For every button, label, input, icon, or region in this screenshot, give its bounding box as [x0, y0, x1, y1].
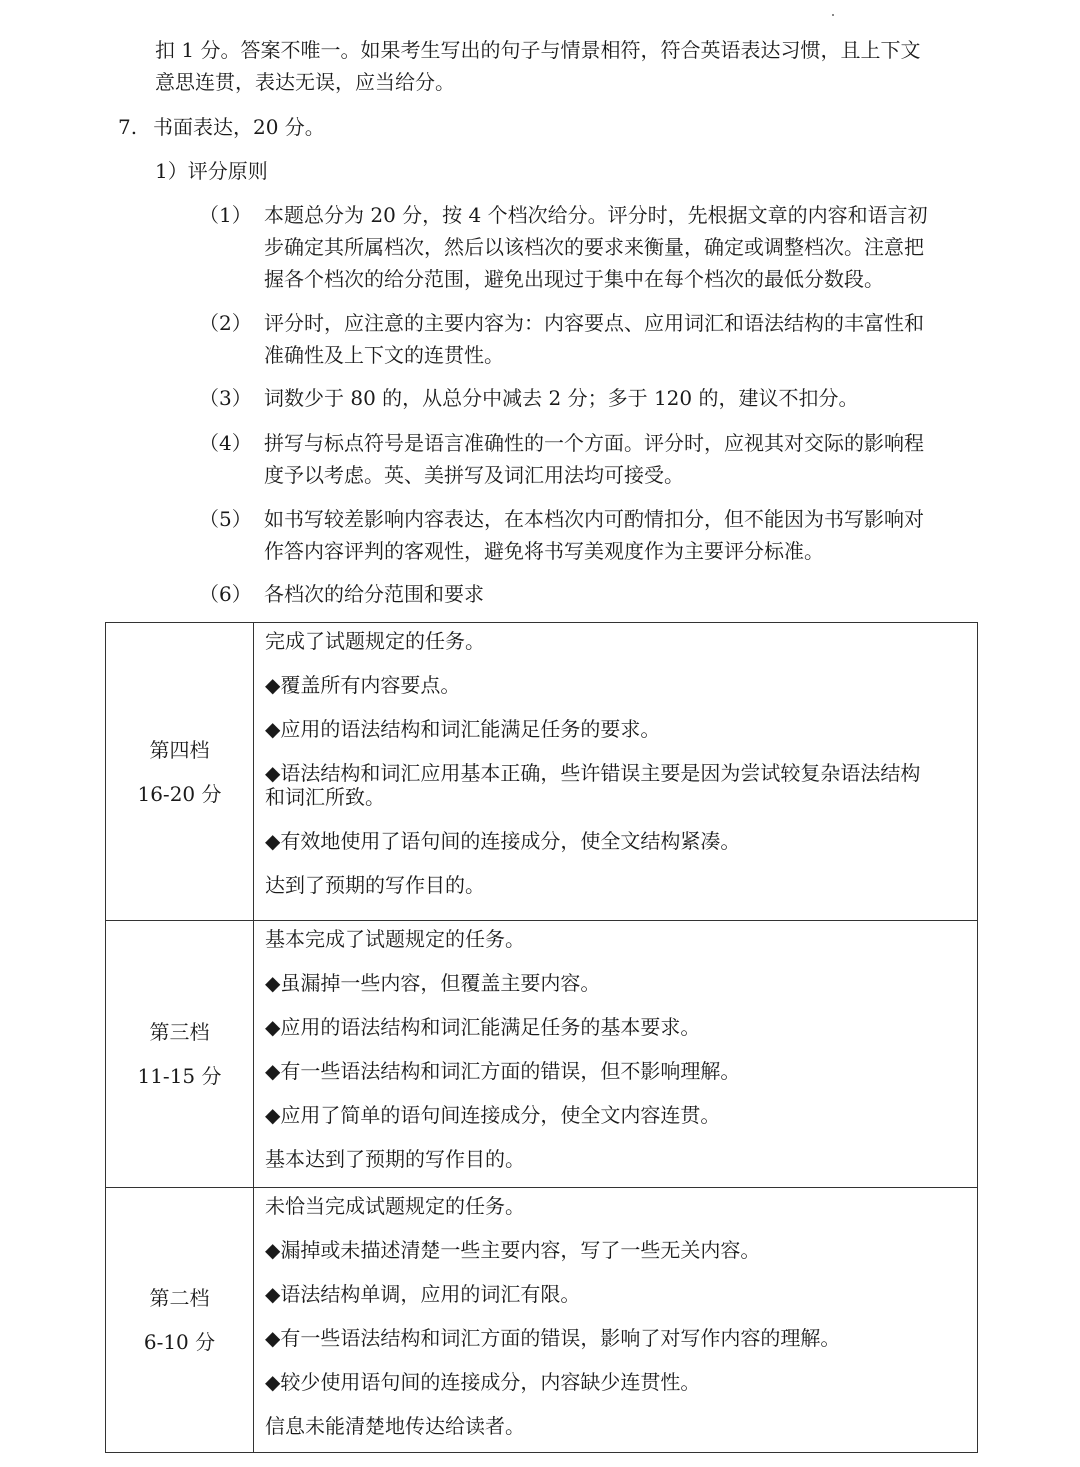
principle-text: 如书写较差影响内容表达，在本档次内可酌情扣分，但不能因为书写影响对	[264, 507, 924, 531]
level-item: ◆语法结构单调，应用的词汇有限。	[265, 1282, 581, 1306]
principle-number: （3）	[199, 386, 252, 410]
principle-text: 准确性及上下文的连贯性。	[264, 343, 504, 367]
level-item: ◆较少使用语句间的连接成分，内容缺少连贯性。	[265, 1370, 701, 1394]
principle-text: 步确定其所属档次，然后以该档次的要求来衡量，确定或调整档次。注意把	[264, 235, 924, 259]
level-row-2	[106, 1188, 978, 1453]
level-cell	[106, 623, 254, 921]
principle-text: 评分时，应注意的主要内容为：内容要点、应用词汇和语法结构的丰富性和	[264, 311, 924, 335]
level-item: 完成了试题规定的任务。	[265, 629, 485, 653]
level-item: ◆虽漏掉一些内容，但覆盖主要内容。	[265, 971, 601, 995]
level-item: 基本完成了试题规定的任务。	[265, 927, 525, 951]
level-row-4	[106, 623, 978, 921]
level-item: ◆覆盖所有内容要点。	[265, 673, 461, 697]
level-item: ◆应用了简单的语句间连接成分，使全文内容连贯。	[265, 1103, 721, 1127]
level-item: ◆有一些语法结构和词汇方面的错误，但不影响理解。	[265, 1059, 741, 1083]
level-description	[254, 921, 978, 1188]
level-item: 信息未能清楚地传达给读者。	[265, 1414, 525, 1438]
level-item: ◆漏掉或未描述清楚一些主要内容，写了一些无关内容。	[265, 1238, 761, 1262]
level-description	[254, 623, 978, 921]
level-item: ◆应用的语法结构和词汇能满足任务的基本要求。	[265, 1015, 701, 1039]
level-item: ◆应用的语法结构和词汇能满足任务的要求。	[265, 717, 661, 741]
principle-text: 握各个档次的给分范围，避免出现过于集中在每个档次的最低分数段。	[264, 267, 884, 291]
principle-number: （2）	[199, 311, 252, 335]
level-item-text: 和词汇所致。	[265, 785, 385, 809]
principle-text: 作答内容评判的客观性，避免将书写美观度作为主要评分标准。	[264, 539, 824, 563]
level-range: 11-15 分	[137, 1064, 222, 1088]
subsection-label: 1）评分原则	[155, 159, 268, 183]
level-item-text: ◆语法结构和词汇应用基本正确，些许错误主要是因为尝试较复杂语法结构	[265, 761, 921, 785]
level-name: 第二档	[149, 1286, 210, 1310]
principle-text: 词数少于 80 的，从总分中减去 2 分；多于 120 的，建议不扣分。	[264, 386, 859, 410]
level-item	[265, 761, 977, 809]
section-title: 书面表达，20 分。	[153, 115, 325, 139]
principle-text: 本题总分为 20 分，按 4 个档次给分。评分时，先根据文章的内容和语言初	[264, 203, 928, 227]
level-row-3	[106, 921, 978, 1188]
principle-number: （6）	[199, 582, 252, 606]
level-range: 6-10 分	[143, 1330, 216, 1354]
intro-line-2: 意思连贯，表达无误，应当给分。	[155, 70, 455, 94]
level-item: ◆有效地使用了语句间的连接成分，使全文结构紧凑。	[265, 829, 741, 853]
principle-number: （4）	[199, 431, 252, 455]
section-number: 7.	[118, 115, 138, 139]
level-range: 16-20 分	[137, 781, 222, 806]
level-name: 第四档	[149, 737, 210, 762]
level-item: 基本达到了预期的写作目的。	[265, 1147, 525, 1171]
level-item: 达到了预期的写作目的。	[265, 873, 485, 897]
grading-levels-table	[105, 622, 978, 1453]
level-item: 未恰当完成试题规定的任务。	[265, 1194, 525, 1218]
principle-number: （5）	[199, 507, 252, 531]
level-name: 第三档	[149, 1020, 210, 1044]
principle-number: （1）	[199, 203, 252, 227]
scan-speck	[832, 14, 834, 16]
level-item: ◆有一些语法结构和词汇方面的错误，影响了对写作内容的理解。	[265, 1326, 841, 1350]
principle-text: 各档次的给分范围和要求	[264, 582, 484, 606]
level-cell	[106, 921, 254, 1188]
level-description	[254, 1188, 978, 1453]
principle-text: 度予以考虑。英、美拼写及词汇用法均可接受。	[264, 463, 684, 487]
level-cell	[106, 1188, 254, 1453]
principle-text: 拼写与标点符号是语言准确性的一个方面。评分时，应视其对交际的影响程	[264, 431, 924, 455]
intro-line-1: 扣 1 分。答案不唯一。如果考生写出的句子与情景相符，符合英语表达习惯，且上下文	[155, 38, 921, 62]
